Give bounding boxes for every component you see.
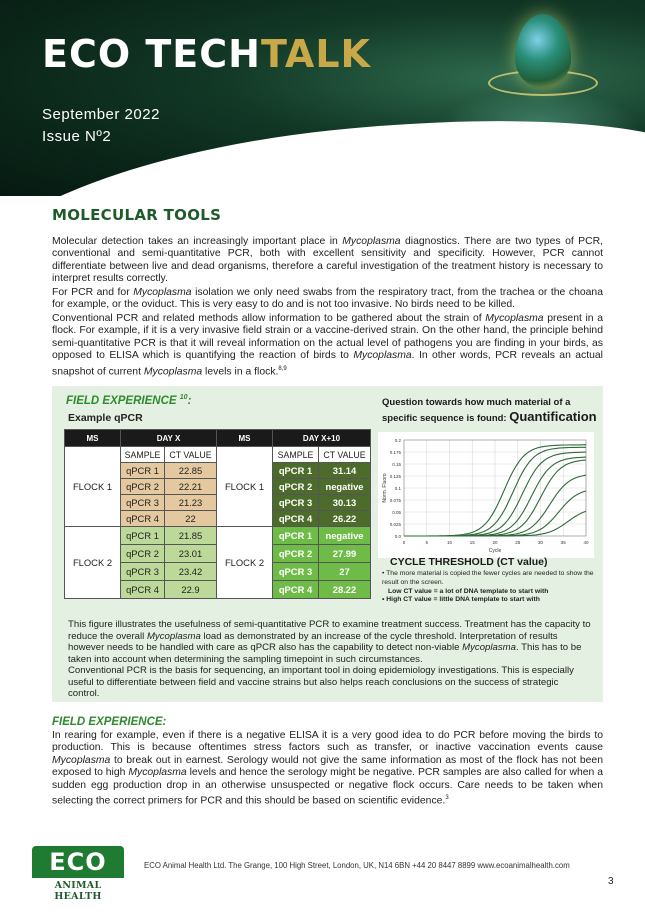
table-cell: negative bbox=[319, 479, 371, 495]
table-cell: qPCR 4 bbox=[273, 511, 319, 527]
y-tick-label: 0.075 bbox=[389, 498, 401, 503]
header-banner bbox=[0, 0, 645, 196]
paragraph-1: Molecular detection takes an increasingly important place in Mycoplasma diagnostics. There are two types of PCR, conventional and semi-quantitative PCR, both with excellent sensitivity and specificity. However, PCR cannot differentiate between live and dead organisms, therefore a careful investigation of the treatment history is necessary to interpret results correctly. bbox=[52, 236, 604, 285]
example-qpcr-label: Example qPCR bbox=[68, 412, 143, 424]
ct-note-2: Low CT value = a lot of DNA template to start with bbox=[388, 587, 549, 595]
page-number: 3 bbox=[608, 876, 614, 887]
newsletter-title bbox=[42, 32, 371, 76]
ct-title: CYCLE THRESHOLD (CT value) bbox=[390, 556, 548, 568]
x-tick-label: 10 bbox=[446, 540, 453, 545]
box-description: This figure illustrates the usefulness of semi-quantitative PCR to examine treatment success. Treatment has the capacity to reduce the overall Mycoplasma load as demonstrated by an increase of the cycle threshold. Interpretation of results however needs to be handled with care as qPCR also has the capability to detect non-viable Mycoplasma. This has to be taken into account when determining the sampling timepoint in such circumstances. Conventional PCR is the basis for sequencing, an important tool in doing epidemiology investigations. This is especially useful to differentiate between field and vaccine strains but also helps reach conclusions on the success of strategic control. bbox=[68, 619, 591, 699]
field-experience-title: FIELD EXPERIENCE $^{10}$: bbox=[66, 394, 192, 407]
table-cell: qPCR 3 bbox=[273, 563, 319, 581]
section-title: MOLECULAR TOOLS bbox=[52, 206, 222, 224]
table-cell: 23.01 bbox=[165, 545, 217, 563]
table-header: MS bbox=[65, 430, 121, 447]
field-experience-2-title: FIELD EXPERIENCE: bbox=[52, 716, 167, 728]
y-tick-label: 0.025 bbox=[389, 522, 401, 527]
ct-header: CT VALUE bbox=[319, 447, 371, 463]
table-header: DAY X+10 bbox=[273, 430, 371, 447]
x-tick-label: 5 bbox=[425, 540, 429, 545]
table-header: DAY X bbox=[121, 430, 217, 447]
chart-heading: Question towards how much material of a specific sequence is found: Quantification bbox=[382, 397, 597, 424]
sample-header: SAMPLE bbox=[273, 447, 319, 463]
table-cell: 27.99 bbox=[319, 545, 371, 563]
footer-address: ECO Animal Health Ltd. The Grange, 100 High Street, London, UK, N14 6BN +44 20 8447 8899 www.ecoanimalhealth.com bbox=[144, 861, 570, 870]
y-tick-label: 0.05 bbox=[392, 510, 401, 515]
table-cell: 30.13 bbox=[319, 495, 371, 511]
paragraph-3: Conventional PCR and related methods allow information to be gathered about the strain of Mycoplasma present in a flock. For example, if it is a very invasive field strain or a vaccine-derived strain. On the other hand, the principle behind semi-quantitative PCR is that it will reveal information on the actual level of pathogens you are finding in your birds, as opposed to ELISA which is quantifying the reaction of birds to Mycoplasma. In other words, PCR reveals an actual snapshot of current Mycoplasma levels in a flock.$^{8,9}$ bbox=[52, 313, 603, 378]
ct-note-3: • High CT value = little DNA template to start with bbox=[382, 596, 540, 604]
flock-label: FLOCK 2 bbox=[65, 527, 121, 599]
x-tick-label: 30 bbox=[537, 540, 544, 545]
ct-notes bbox=[382, 570, 598, 605]
issue-date: September 2022 bbox=[42, 106, 160, 123]
table-cell: qPCR 3 bbox=[121, 563, 165, 581]
table-cell: 27 bbox=[319, 563, 371, 581]
ct-note-1: • The more material is copied the fewer cycles are needed to show the result on the screen. bbox=[382, 570, 594, 586]
table-cell: qPCR 2 bbox=[273, 545, 319, 563]
paragraph-2: For PCR and for Mycoplasma isolation we only need swabs from the respiratory tract, from the trachea or the choana for example, or the oviduct. This is very easy to do and is not too invasive. No birds need to be killed. bbox=[52, 287, 603, 311]
sample-header: SAMPLE bbox=[121, 447, 165, 463]
table-cell: qPCR 4 bbox=[121, 581, 165, 599]
paragraph-field-experience: In rearing for example, even if there is a negative ELISA it is a very good idea to do PCR before moving the birds to production. This is because oftentimes stress factors such as transfer, or inactive vaccination events cause Mycoplasma to break out in earnest. Serology would not give the same information as most of the flock has not been exposed to high Mycoplasma levels and hence the serology might be negative. PCR samples are also called for when a sudden egg production drop in an otherwise unsuspected or negative flock occurs. Care needs to be taken when selecting the correct primers for PCR and this should be based on scientific evidence.$^3$ bbox=[52, 730, 603, 807]
table-cell: 22.21 bbox=[165, 479, 217, 495]
table-cell: qPCR 2 bbox=[121, 479, 165, 495]
table-cell: qPCR 1 bbox=[273, 463, 319, 479]
table-cell: qPCR 3 bbox=[273, 495, 319, 511]
x-tick-label: 25 bbox=[515, 540, 521, 545]
y-tick-label: 0.1 bbox=[394, 486, 401, 491]
field-experience-box bbox=[52, 386, 603, 702]
table-cell: 22.85 bbox=[165, 463, 217, 479]
y-tick-label: 0.0 bbox=[394, 534, 401, 539]
title-part-gold: TALK bbox=[260, 32, 371, 76]
x-tick-label: 40 bbox=[583, 540, 589, 545]
ct-header: CT VALUE bbox=[165, 447, 217, 463]
y-tick-label: 0.2 bbox=[394, 438, 401, 443]
table-cell: negative bbox=[319, 527, 371, 545]
table-header: MS bbox=[217, 430, 273, 447]
table-cell: qPCR 1 bbox=[121, 527, 165, 545]
table-cell: qPCR 4 bbox=[273, 581, 319, 599]
logo-eco: ECO bbox=[32, 846, 124, 878]
y-tick-label: 0.15 bbox=[392, 462, 401, 467]
table-cell: 28.22 bbox=[319, 581, 371, 599]
x-tick-label: 0 bbox=[402, 540, 406, 545]
table-cell: 22 bbox=[165, 511, 217, 527]
x-tick-label: 20 bbox=[492, 540, 498, 545]
table-cell: qPCR 1 bbox=[273, 527, 319, 545]
issue-number: Issue Nº2 bbox=[42, 128, 112, 145]
chart-svg bbox=[378, 432, 594, 558]
x-tick-label: 35 bbox=[560, 540, 566, 545]
table-cell: 23.42 bbox=[165, 563, 217, 581]
table-cell: qPCR 2 bbox=[273, 479, 319, 495]
eco-animal-health-logo bbox=[32, 846, 124, 902]
title-part-white: ECO TECH bbox=[42, 32, 261, 76]
flock-label: FLOCK 2 bbox=[217, 527, 273, 599]
table-cell: qPCR 3 bbox=[121, 495, 165, 511]
flock-label: FLOCK 1 bbox=[217, 447, 273, 527]
qpcr-table bbox=[64, 429, 371, 599]
x-axis-label: Cycle bbox=[488, 548, 502, 554]
qpcr-amplification-chart bbox=[378, 432, 594, 558]
logo-animal-health: ANIMAL HEALTH bbox=[54, 880, 102, 902]
globe-egg-icon bbox=[515, 14, 571, 88]
flock-label: FLOCK 1 bbox=[65, 447, 121, 527]
table-cell: 21.85 bbox=[165, 527, 217, 545]
table-cell: qPCR 1 bbox=[121, 463, 165, 479]
table-cell: qPCR 4 bbox=[121, 511, 165, 527]
y-tick-label: 0.175 bbox=[389, 450, 401, 455]
table-cell: 21.23 bbox=[165, 495, 217, 511]
table-cell: 31.14 bbox=[319, 463, 371, 479]
x-tick-label: 15 bbox=[469, 540, 475, 545]
table-cell: 26.22 bbox=[319, 511, 371, 527]
y-tick-label: 0.125 bbox=[389, 474, 401, 479]
y-axis-label: Norm. Fluoro bbox=[382, 473, 388, 503]
table-cell: qPCR 2 bbox=[121, 545, 165, 563]
table-cell: 22.9 bbox=[165, 581, 217, 599]
